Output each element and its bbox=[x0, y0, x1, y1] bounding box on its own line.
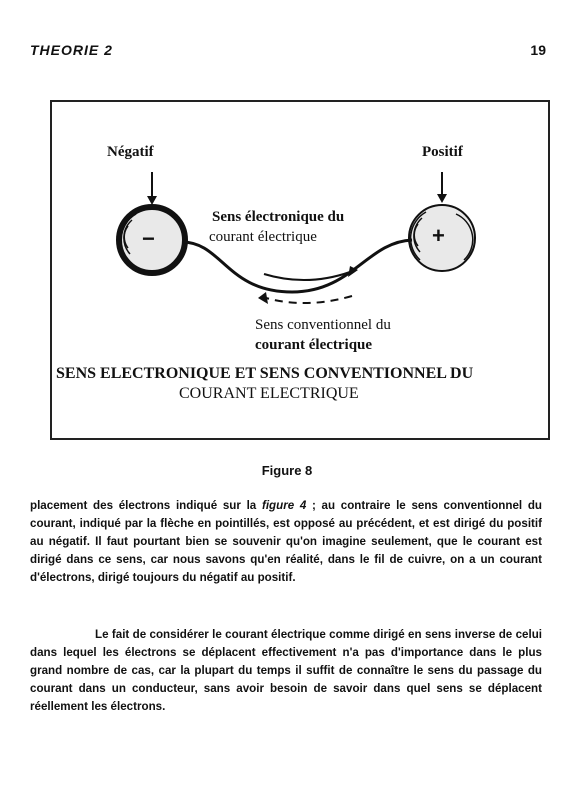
negative-sign: − bbox=[142, 226, 155, 251]
negative-pointer-arrowhead bbox=[147, 196, 157, 205]
electronic-direction-line2: courant électrique bbox=[209, 229, 317, 245]
positive-pointer-arrowhead bbox=[437, 194, 447, 203]
page-number: 19 bbox=[530, 42, 546, 58]
body-paragraph-1 bbox=[30, 497, 542, 587]
conventional-direction-line2: courant électrique bbox=[255, 337, 373, 353]
paragraph-1-text-start: placement des électrons indiqué sur la bbox=[30, 499, 262, 512]
positive-sign: + bbox=[432, 223, 445, 248]
figure-caption: Figure 8 bbox=[261, 463, 313, 478]
conductor-wire bbox=[182, 240, 412, 292]
conventional-direction-line1: Sens conventionnel du bbox=[255, 317, 391, 333]
chapter-title: THEORIE 2 bbox=[30, 42, 113, 58]
conventional-flow-arrow bbox=[266, 296, 352, 303]
figure-title-line1: SENS ELECTRONIQUE ET SENS CONVENTIONNEL DU bbox=[56, 365, 474, 382]
body-paragraph-2: Le fait de considérer le courant électrique comme dirigé en sens inverse de celui dans lequel les électrons se déplacent effectivement n'a pas d'importance dans le plus grand nombre de cas, car la plupart du temps il suffit de connaître le sens du passage du courant dans un conducteur, sans avoir besoin de savoir dans quel sens se déplacent réellement les électrons. bbox=[30, 628, 542, 713]
figure-title-line2: COURANT ELECTRIQUE bbox=[179, 385, 359, 402]
figure-reference: figure 4 bbox=[261, 499, 307, 512]
electronic-direction-line1: Sens électronique du bbox=[212, 209, 345, 225]
positive-label: Positif bbox=[422, 144, 463, 160]
negative-label: Négatif bbox=[107, 144, 154, 160]
figure-frame bbox=[50, 100, 550, 440]
paragraph-1-text-end: ; au contraire le sens conventionnel du courant, indiqué par la flèche en pointillés, est opposé au précédent, et est dirigé du positif au négatif. Il faut pourtant bien se souvenir qu'on imagine seulement, que le courant est dirigé dans ce sens, car nous savons qu'en réalité, dans le fil de cuivre, on a un courant d'électrons, dirigé toujours du négatif au positif. bbox=[30, 499, 542, 584]
conventional-flow-arrowhead bbox=[258, 292, 268, 304]
